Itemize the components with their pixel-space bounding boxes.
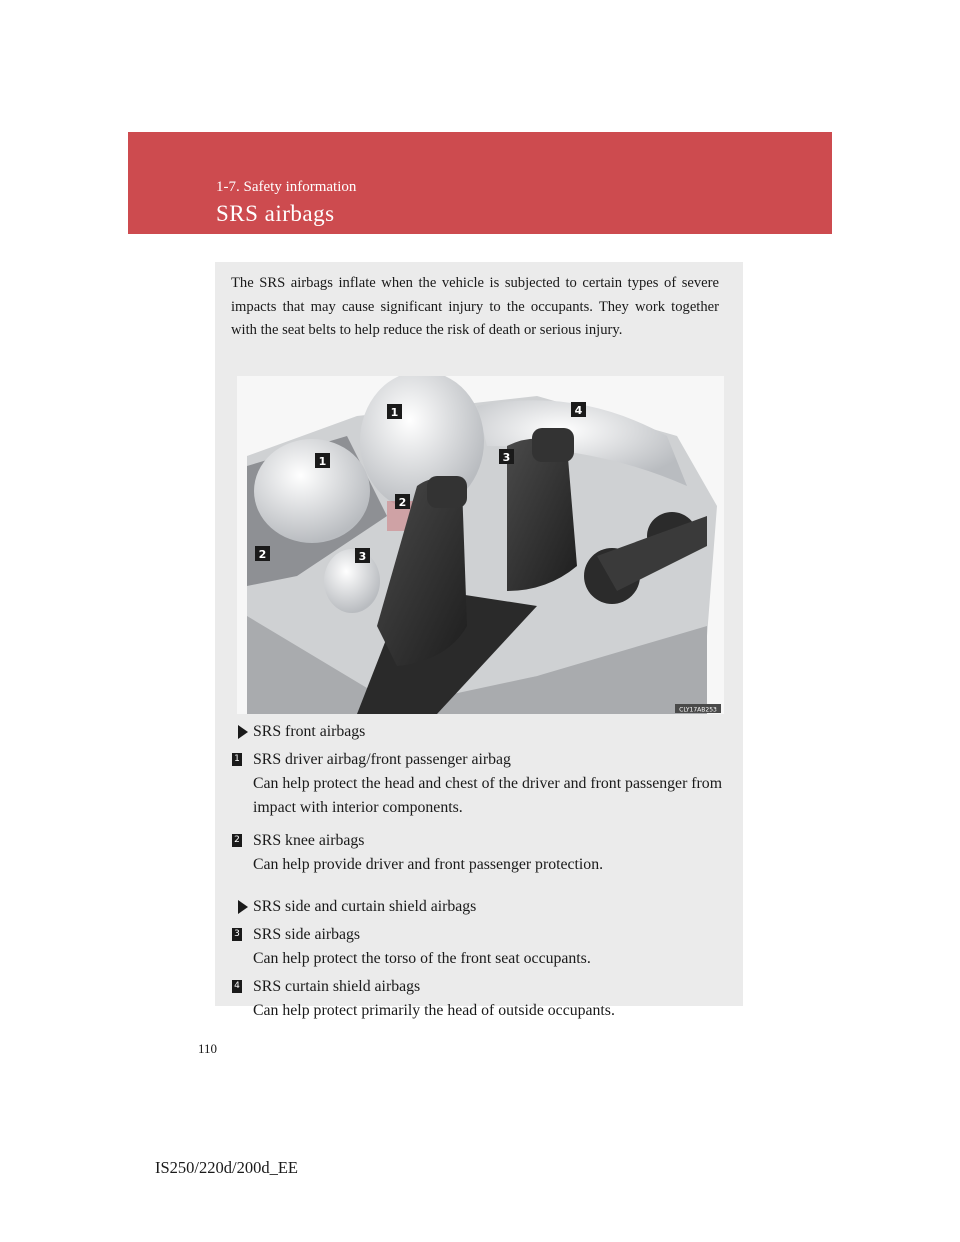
callout-3b-label: 3 bbox=[358, 550, 367, 563]
number-4-icon: 4 bbox=[232, 980, 242, 993]
illustration-code: CLY17AB253 bbox=[679, 706, 717, 714]
driver-headrest-shape bbox=[427, 476, 467, 508]
item-title: SRS knee airbags bbox=[253, 832, 365, 849]
content-box bbox=[215, 262, 743, 1019]
callout-2a-label: 2 bbox=[398, 496, 407, 509]
list-item-2 bbox=[232, 829, 722, 877]
list-item-3 bbox=[232, 923, 722, 971]
passenger-headrest-shape bbox=[532, 428, 574, 462]
item-title: SRS side airbags bbox=[253, 926, 361, 943]
item-title: SRS curtain shield airbags bbox=[253, 978, 421, 995]
airbag-illustration bbox=[237, 376, 724, 714]
item-description: Can help protect the head and chest of the driver and front passenger from impact with interior components. bbox=[253, 775, 722, 816]
number-2-icon: 2 bbox=[232, 834, 242, 847]
arrow-right-icon bbox=[238, 900, 248, 914]
driver-airbag-shape bbox=[254, 439, 370, 543]
airbag-diagram bbox=[237, 376, 724, 714]
header-band bbox=[128, 132, 832, 234]
list-item-1 bbox=[232, 748, 722, 820]
item-description: Can help protect primarily the head of outside occupants. bbox=[253, 1002, 615, 1019]
number-3-icon: 3 bbox=[232, 928, 242, 941]
callout-2b-label: 2 bbox=[258, 548, 267, 561]
arrow-right-icon bbox=[238, 725, 248, 739]
section-heading-front: SRS front airbags bbox=[232, 720, 722, 744]
list-item-4 bbox=[232, 975, 722, 1023]
callout-4-label: 4 bbox=[574, 404, 583, 417]
item-title: SRS driver airbag/front passenger airbag bbox=[253, 751, 511, 768]
airbag-list bbox=[232, 720, 722, 1023]
knee-airbag-shape bbox=[324, 549, 380, 613]
page-title: SRS airbags bbox=[216, 201, 335, 226]
callout-3a-label: 3 bbox=[502, 451, 511, 464]
page-number: 110 bbox=[198, 1041, 218, 1056]
section-label: 1-7. Safety information bbox=[216, 179, 357, 195]
intro-paragraph: The SRS airbags inflate when the vehicle is subjected to certain types of severe impacts that may cause significant injury to the occupants. They work together with the seat belts to help reduce the risk of death or serious injury. bbox=[231, 275, 719, 338]
number-1-icon: 1 bbox=[232, 753, 242, 766]
section-heading-side: SRS side and curtain shield airbags bbox=[232, 895, 722, 919]
callout-1a-label: 1 bbox=[390, 406, 399, 419]
item-description: Can help protect the torso of the front seat occupants. bbox=[253, 950, 591, 967]
callout-1b-label: 1 bbox=[318, 455, 327, 468]
item-description: Can help provide driver and front passenger protection. bbox=[253, 856, 604, 873]
model-code: IS250/220d/200d_EE bbox=[155, 1158, 298, 1177]
